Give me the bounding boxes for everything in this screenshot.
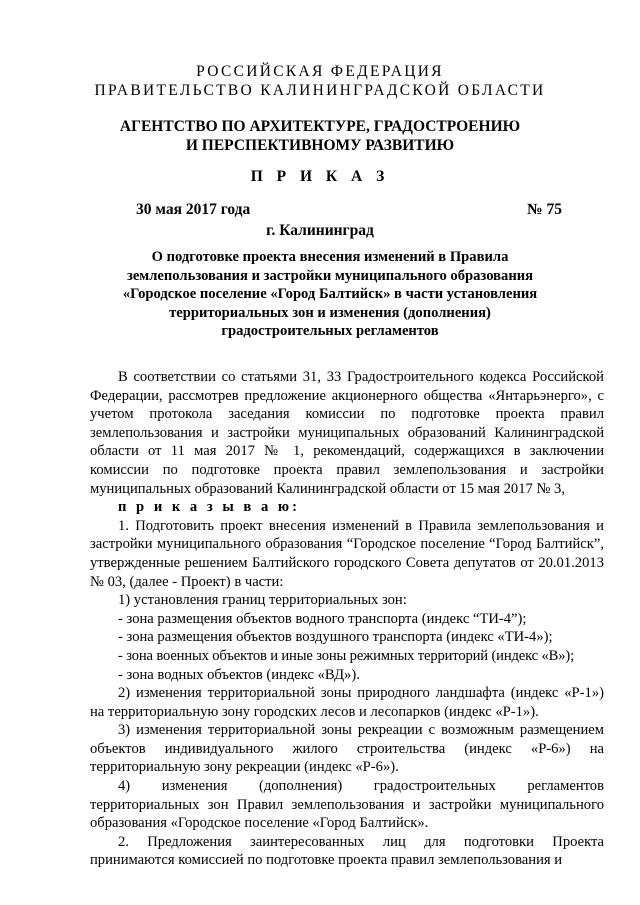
zone-list-item: - зона размещения объектов водного транспорта (индекс “ТИ-4”); (118, 610, 527, 627)
subject-line: градостроительных регламентов (221, 323, 439, 339)
item-1-4-paragraph: 4) изменения (дополнения) градостроительных регламентов территориальных зон Правил землепользования и застройки муниципального образования «Городское поселение «Город Балтийск». (90, 778, 604, 832)
prikazyvayu-label: п р и к а з ы в а ю: (118, 499, 300, 516)
zone-list-item: - зона водных объектов (индекс «ВД»). (118, 666, 360, 683)
subject-line: О подготовке проекта внесения изменений в Правила (151, 249, 509, 265)
document-type: П Р И К А З (250, 168, 390, 185)
zone-list-item: - зона военных объектов и иные зоны режимных территорий (индекс «В»); (118, 647, 574, 664)
agency-name-line2: И ПЕРСПЕКТИВНОМУ РАЗВИТИЮ (185, 137, 455, 154)
order-city: г. Калининград (266, 222, 374, 239)
subject-line: «Городское поселение «Город Балтийск» в части установления (122, 286, 538, 302)
subject-line: землепользования и застройки муниципального образования (126, 267, 534, 284)
item-1-2-paragraph: 2) изменения территориальной зоны природного ландшафта (индекс «Р-1») на территориальную зону городских лесов и лесопарков (индекс «Р-1»). (90, 685, 604, 720)
item-1-paragraph: 1. Подготовить проект внесения изменений в Правила землепользования и застройки муниципального образования “Городское поселение “Город Балтийск”, утвержденные решением Балтийского городского Совета депутатов от 20.01.2013 № 03, (далее - Проект) в части: (90, 517, 604, 590)
order-number: № 75 (527, 201, 562, 218)
order-date: 30 мая 2017 года (136, 201, 251, 218)
header-country: РОССИЙСКАЯ ФЕДЕРАЦИЯ (196, 63, 444, 80)
subject-line: территориальных зон и изменения (дополнения) (169, 304, 491, 321)
preamble-paragraph: В соответствии со статьями 31, 33 Градостроительного кодекса Российской Федерации, рассмотрев предложение акционерного общества «Янтарьэнерго», с учетом протокола заседания комиссии по подготовке проекта правил землепользования и застройки муниципальных образований Калининградской области от 11 мая 2017 № 1, рекомендаций, содержащихся в заключении комиссии по подготовке проекта правил землепользования и застройки муниципальных образований Калининградской области от 15 мая 2017 № 3, (90, 369, 604, 497)
order-subject (120, 248, 540, 341)
item-2-paragraph: 2. Предложения заинтересованных лиц для подготовки Проекта принимаются комиссией по подготовке проекта правил землепользования и (90, 833, 604, 869)
order-body (90, 368, 604, 870)
agency-name-line1: АГЕНТСТВО ПО АРХИТЕКТУРЕ, ГРАДОСТРОЕНИЮ (119, 118, 521, 135)
item-1-1-paragraph: 1) установления границ территориальных зон: (118, 592, 407, 609)
item-1-3-paragraph: 3) изменения территориальной зоны рекреации с возможным размещением объектов индивидуального жилого строительства (индекс «Р-6») на территориальную зону рекреации (индекс «Р-6»). (90, 722, 604, 776)
header-government: ПРАВИТЕЛЬСТВО КАЛИНИНГРАДСКОЙ ОБЛАСТИ (94, 82, 546, 99)
zone-list-item: - зона размещения объектов воздушного транспорта (индекс «ТИ-4»); (118, 629, 553, 646)
